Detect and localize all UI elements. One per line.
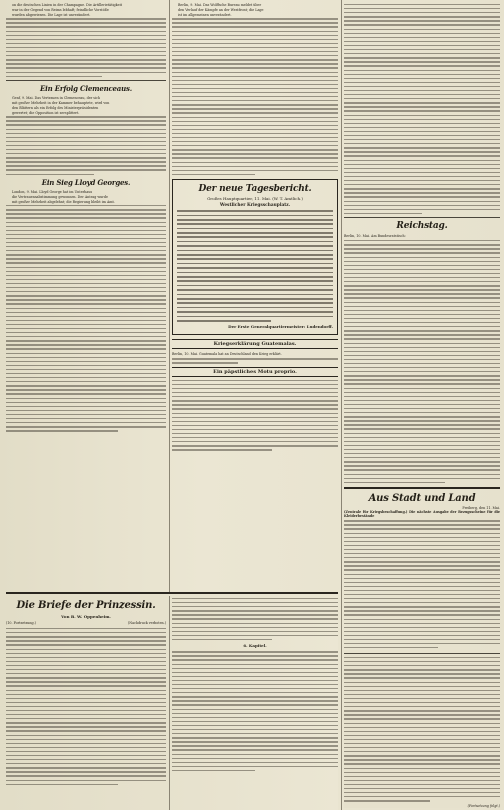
text-block <box>6 116 166 175</box>
text-block <box>344 520 500 648</box>
article-heading: Ein Erfolg Clemenceaus. <box>40 83 132 93</box>
article-heading: Ein Sieg Lloyd Georges. <box>41 177 131 187</box>
article-dateline: Freiberg, den 11. Mai. <box>462 506 500 510</box>
text-line: on die deutschen Linien in der Champagne. Die Artillerietätigkeit <box>12 3 122 7</box>
column-rule <box>169 596 170 810</box>
chapter-heading: 6. Kapitel. <box>243 643 267 649</box>
text-line: wurden abgewiesen. Die Lage ist unverändert. <box>12 13 91 18</box>
continued-note: (Fortsetzung folgt.) <box>467 804 500 809</box>
article-text: Berlin, 10. Mai. Guatemala hat an Deutschland den Krieg erklärt. <box>172 352 282 357</box>
text-line: London, 9. Mai. Lloyd George hat im Unterhaus <box>12 189 93 194</box>
text-line: Berlin, 9. Mai. Das Wolffsche Bureau meldet über <box>178 3 262 7</box>
daily-report-box <box>172 179 338 335</box>
article-text <box>6 96 166 115</box>
report-heading: Der neue Tagesbericht. <box>198 184 312 195</box>
column-left <box>6 0 166 434</box>
feuilleton-meta <box>6 621 166 625</box>
text-line: mit großer Mehrheit in der Kammer behauptete, wird von <box>12 100 110 105</box>
report-signoff: Der Erste Generalquartiermeister: Ludendorff. <box>228 324 333 330</box>
feuilleton-section <box>6 592 338 810</box>
text-line: den Blättern als ein Erfolg des Ministerpräsidenten <box>12 106 99 111</box>
feuilleton-title: Die Briefe der Prinzessin. <box>16 600 156 611</box>
text-line: ist im allgemeinen unverändert. <box>178 13 232 18</box>
feuilleton-author: Von B. W. Oppenheim. <box>61 614 111 619</box>
text-block <box>177 210 333 321</box>
lead-text <box>6 3 166 17</box>
text-line: mit großer Mehrheit abgelehnt; die Regierung bleibt im Amt. <box>12 200 115 205</box>
installment-label: (10. Fortsetzung.) <box>6 621 36 625</box>
text-block <box>6 628 166 785</box>
article-text <box>6 190 166 204</box>
article-heading: Kriegserklärung Guatemalas. <box>172 339 338 349</box>
feuilleton-column-right <box>172 598 338 774</box>
text-line: war in der Gegend von Reims lebhaft; feindliche Vorstöße <box>12 8 109 13</box>
text-block <box>172 380 338 451</box>
feuilleton-column-left <box>6 598 166 788</box>
report-theater: Westlicher Kriegsschauplatz. <box>219 203 291 209</box>
text-line: gewertet; die Opposition ist zersplittert. <box>12 111 80 116</box>
text-block <box>344 657 500 802</box>
text-line: den Verlauf der Kämpfe an der Westfront; die Lage <box>178 8 264 13</box>
column-rule <box>341 0 342 810</box>
section-heading: Aus Stadt und Land <box>368 493 476 504</box>
text-block <box>172 358 338 363</box>
column-right <box>344 0 500 651</box>
text-line: die Vertrauensabstimmung gewonnen. Der Antrag wurde <box>12 194 108 199</box>
text-block <box>6 205 166 431</box>
text-block <box>6 18 166 77</box>
notice-text: (Zentrale für Kriegsbeschaffung.) Die nächste Ausgabe der Bezugsscheine für die Kleiderbestände <box>344 510 500 519</box>
rights-label: (Nachdruck verboten.) <box>127 621 166 625</box>
text-block <box>172 651 338 771</box>
text-line: Genf, 9. Mai. Das Vertrauen in Clemenceau, der sich <box>12 95 100 100</box>
article-dateline: Berlin, 10. Mai. Am Bundesratstisch: <box>344 234 406 239</box>
column-middle <box>172 0 338 453</box>
text-block <box>344 240 500 483</box>
column-right-bottom <box>344 650 500 808</box>
text-block <box>172 598 338 640</box>
lead-text <box>172 3 338 17</box>
text-block <box>172 18 338 175</box>
report-dateline: Großes Hauptquartier, 11. Mai. (W. T. Amtlich.) <box>207 196 303 202</box>
section-heading: Reichstag. <box>396 221 448 232</box>
text-block <box>344 4 500 214</box>
article-heading: Ein päpstliches Motu proprio. <box>172 367 338 377</box>
